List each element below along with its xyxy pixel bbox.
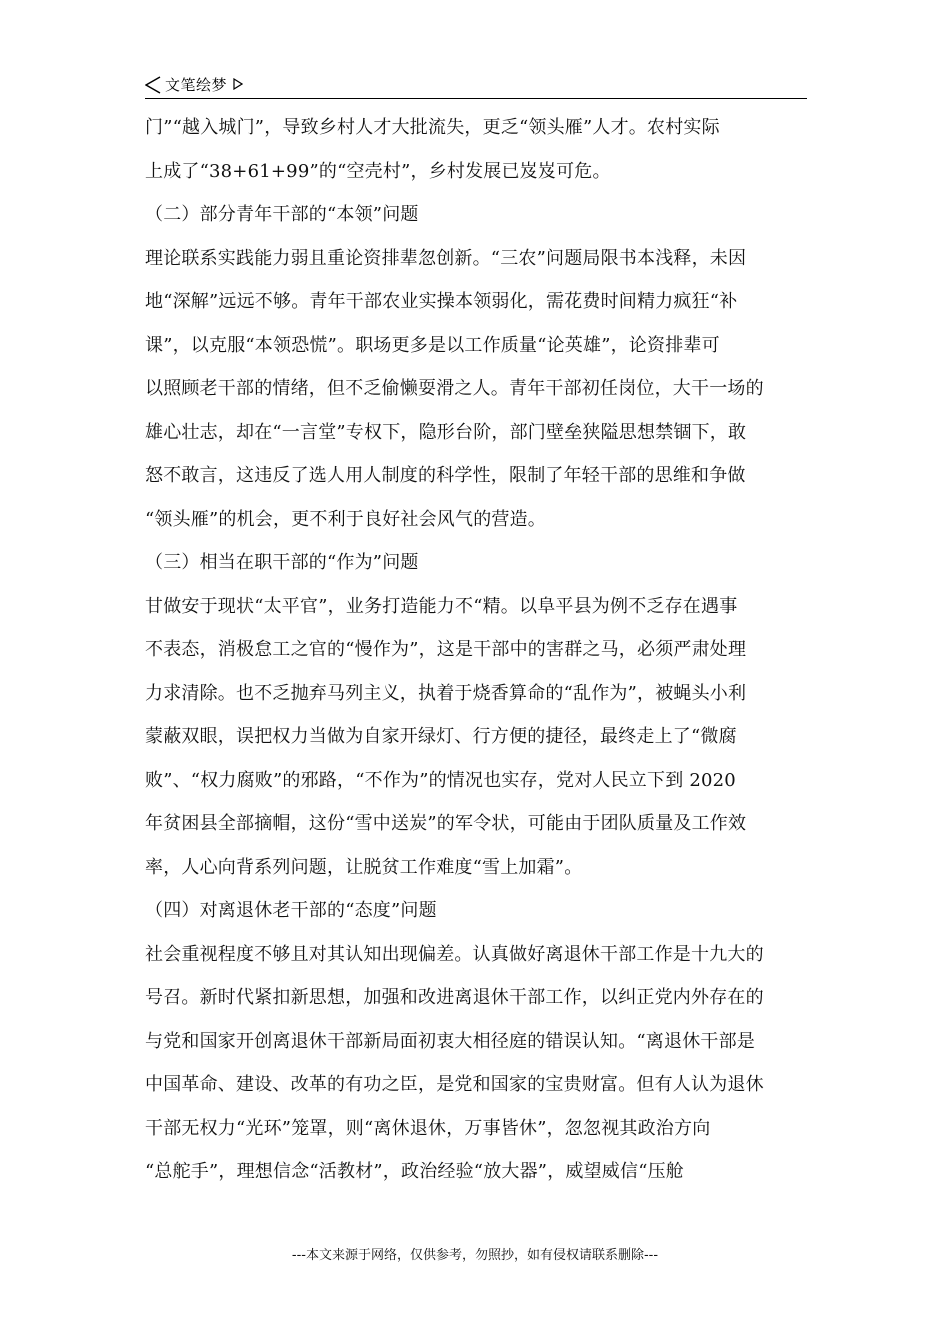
- text-line: 干部无权力“光环”笼罩，则“离休退休，万事皆休”，忽忽视其政治方向: [145, 1117, 711, 1139]
- text-line: 理论联系实践能力弱且重论资排辈忽创新。“三农”问题局限书本浅释，未因: [145, 247, 747, 269]
- text-line: 怒不敢言，这违反了选人用人制度的科学性，限制了年轻干部的思维和争做: [145, 465, 746, 486]
- section-heading: （四）对离退休老干部的“态度”问题: [145, 900, 437, 921]
- text-line: 败”、“权力腐败”的邪路，“不作为”的情况也实存，党对人民立下到 2020: [145, 769, 736, 791]
- text-line: 以照顾老干部的情绪，但不乏偷懒耍滑之人。青年干部初任岗位，大干一场的: [145, 378, 764, 399]
- text-line: 率，人心向背系列问题，让脱贫工作难度“雪上加霜”。: [145, 856, 583, 878]
- text-line: 中国革命、建设、改革的有功之臣，是党和国家的宝贵财富。但有人认为退休: [145, 1074, 764, 1095]
- text-line: 年贫困县全部摘帽，这份“雪中送炭”的军令状，可能由于团队质量及工作效: [145, 813, 747, 834]
- footer-disclaimer: ---本文来源于网络，仅供参考，勿照抄，如有侵权请联系删除---: [291, 1248, 659, 1263]
- text-line: 与党和国家开创离退休干部新局面初衷大相径庭的错误认知。“离退休干部是: [145, 1030, 755, 1052]
- triangle-left-icon: [145, 76, 161, 94]
- text-line: 地“深解”远远不够。青年干部农业实操本领弱化，需花费时间精力疯狂“补: [145, 291, 738, 312]
- text-line: “领头雁”的机会，更不利于良好社会风气的营造。: [145, 508, 547, 530]
- document-body: [145, 112, 810, 1200]
- text-line: 甘做安于现状“太平官”，业务打造能力不“精。以阜平县为例不乏存在遇事: [145, 595, 738, 617]
- text-line: 门”“越入城门”，导致乡村人才大批流失，更乏“领头雁”人才。农村实际: [145, 117, 720, 138]
- text-line: 雄心壮志，却在“一言堂”专权下，隐形台阶，部门壁垒狭隘思想禁锢下，敢: [145, 421, 747, 443]
- triangle-right-icon: [233, 78, 243, 90]
- text-line: “总舵手”，理想信念“活教材”，政治经验“放大器”，威望威信“压舱: [145, 1161, 685, 1182]
- text-line: 课”，以克服“本领恐慌”。职场更多是以工作质量“论英雄”，论资排辈可: [145, 334, 720, 356]
- text-line: 蒙蔽双眼，误把权力当做为自家开绿灯、行方便的捷径，最终走上了“微腐: [145, 726, 737, 747]
- text-line: 号召。新时代紧扣新思想，加强和改进离退休干部工作，以纠正党内外存在的: [145, 987, 764, 1008]
- text-line: 不表态，消极怠工之官的“慢作为”，这是干部中的害群之马，必须严肃处理: [145, 639, 747, 660]
- page-header: [145, 72, 807, 99]
- section-heading: （三）相当在职干部的“作为”问题: [145, 552, 419, 573]
- text-line: 上成了“38+61+99”的“空壳村”，乡村发展已岌岌可危。: [145, 160, 611, 182]
- text-line: 力求清除。也不乏抛弃马列主义，执着于烧香算命的“乱作为”，被蝇头小利: [145, 682, 747, 704]
- text-line: 社会重视程度不够且对其认知出现偏差。认真做好离退休干部工作是十九大的: [145, 943, 764, 965]
- section-heading: （二）部分青年干部的“本领”问题: [145, 204, 419, 225]
- header-brand: 文笔绘梦: [165, 76, 228, 94]
